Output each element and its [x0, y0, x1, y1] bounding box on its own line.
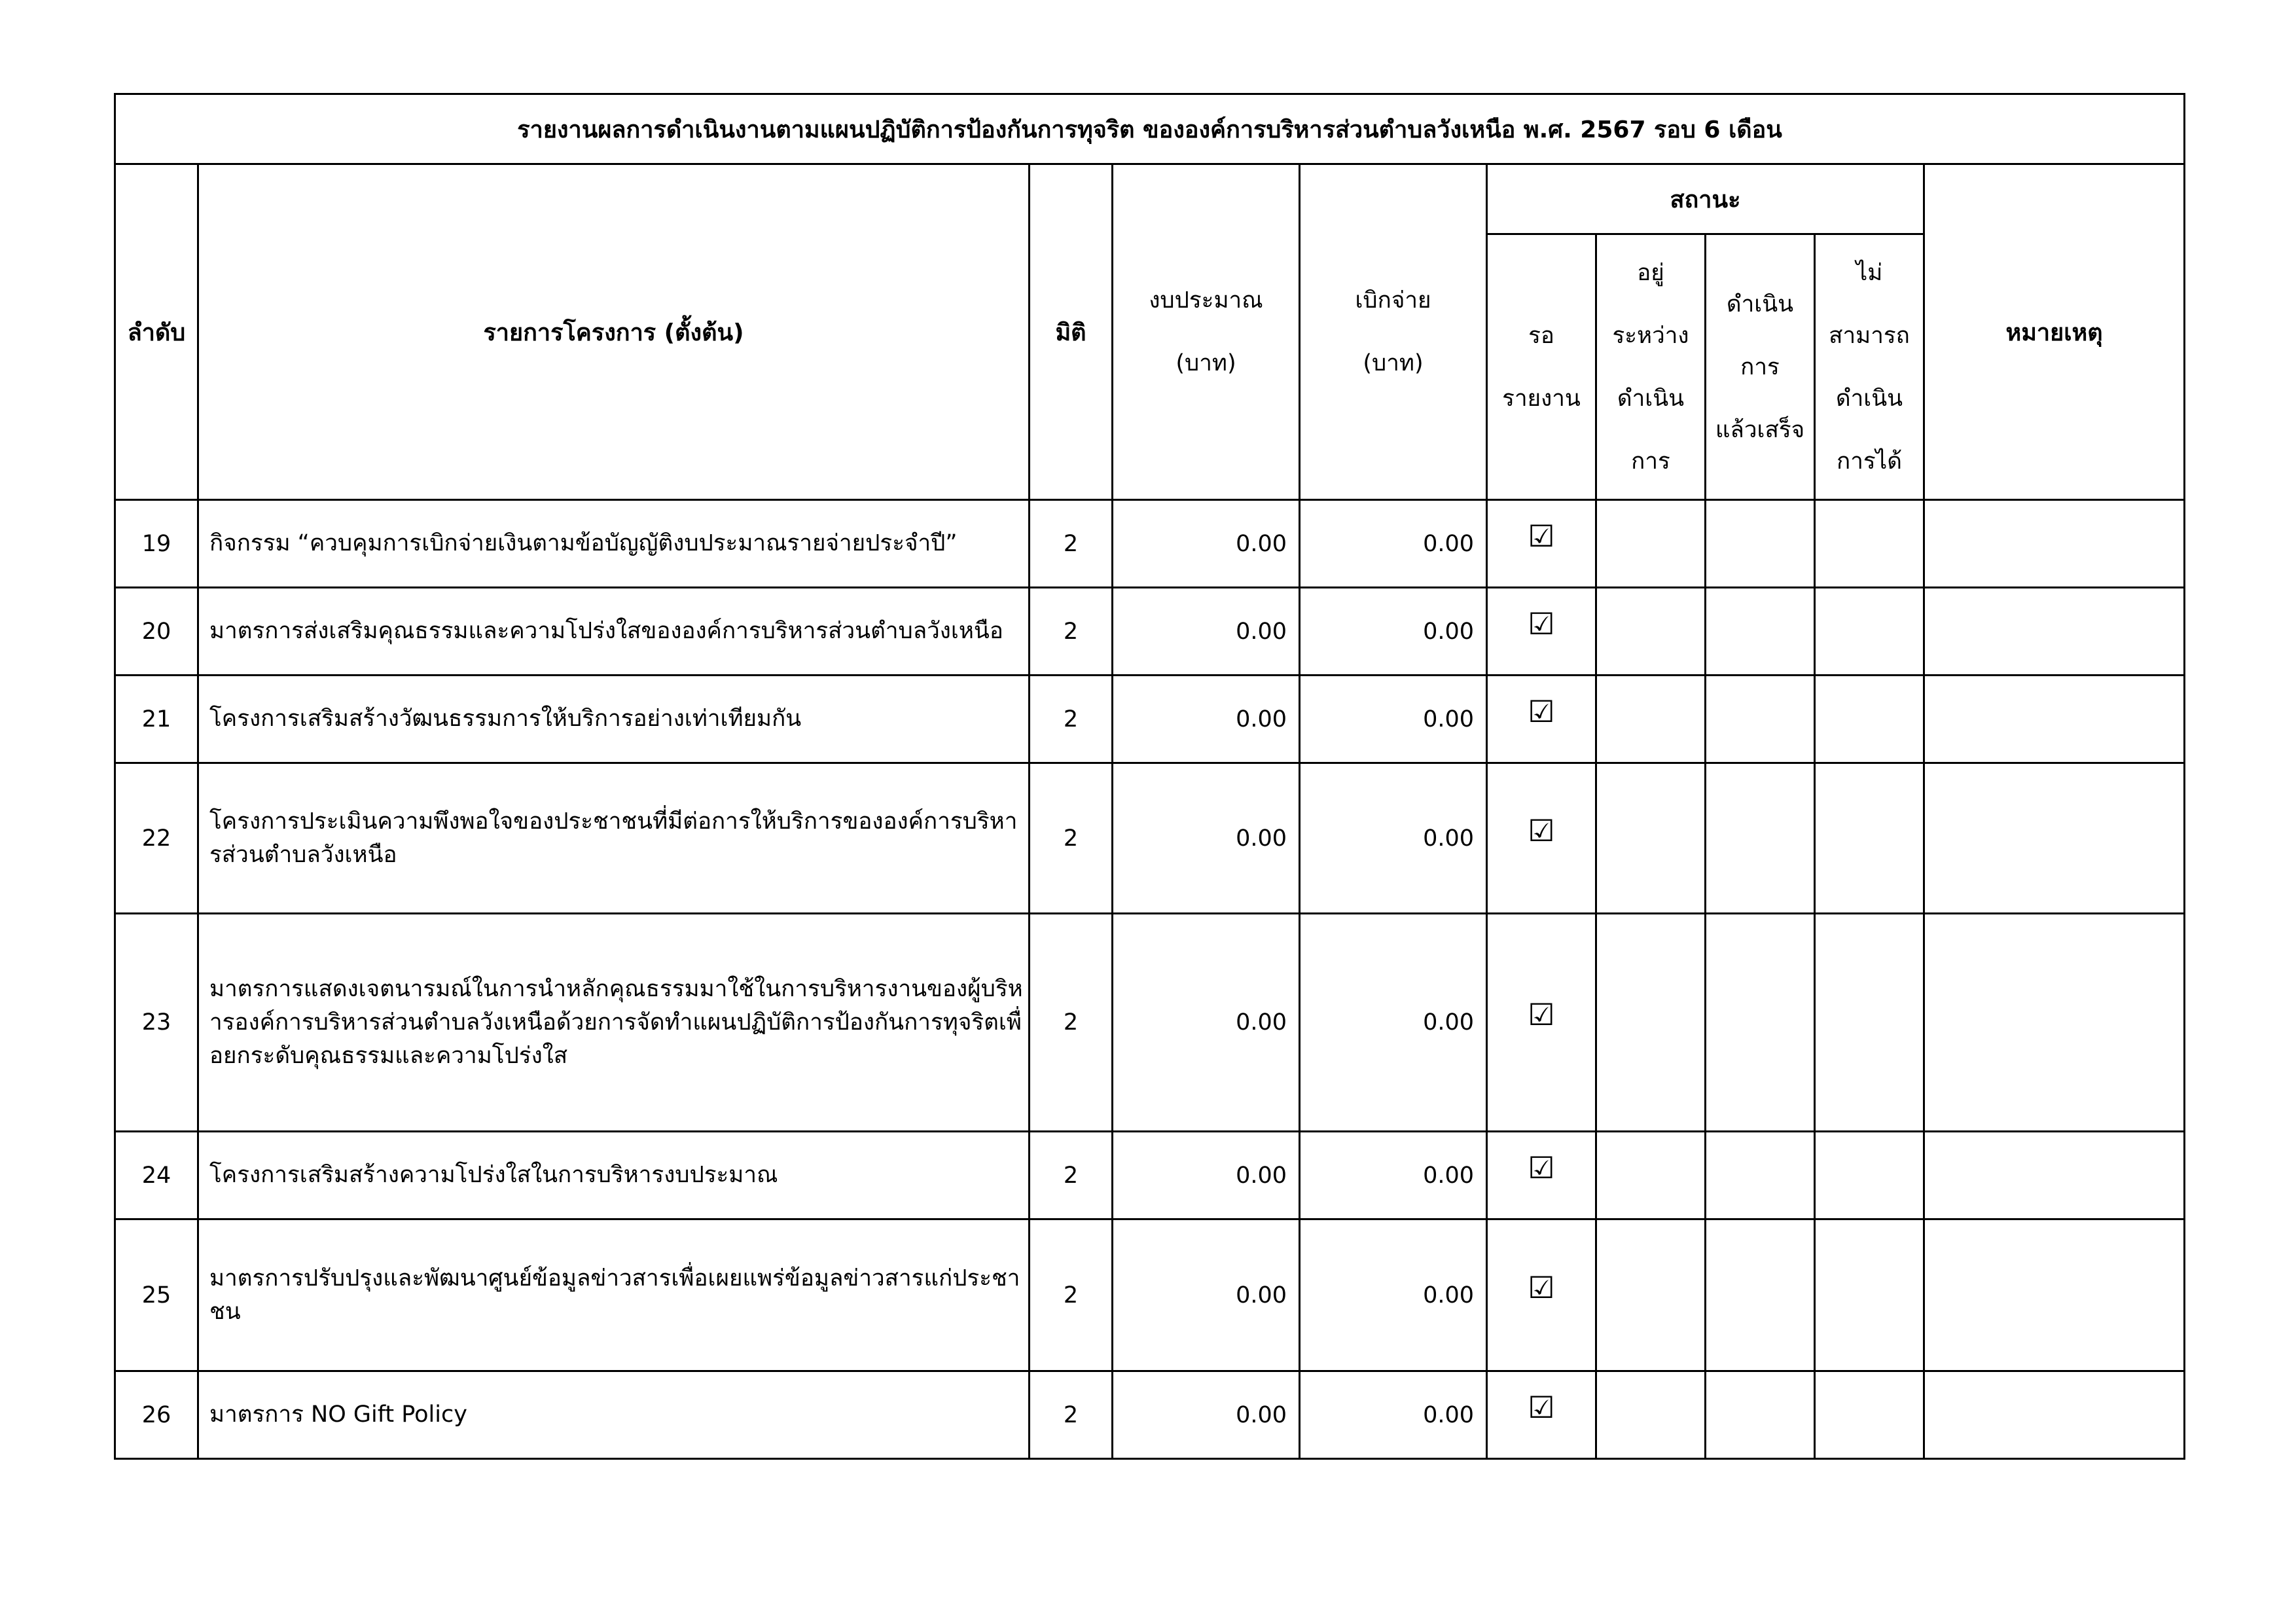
row-status-wait: [1487, 763, 1596, 914]
header-status-wait-1: รอ: [1528, 322, 1554, 349]
row-dimension: 2: [1030, 1219, 1113, 1371]
checkbox-checked-icon: ☑: [1528, 693, 1555, 729]
row-number: 22: [115, 763, 198, 914]
header-budget-line2: (บาท): [1175, 350, 1236, 376]
checkbox-checked-icon: ☑: [1528, 812, 1555, 848]
row-number: 23: [115, 914, 198, 1132]
row-dimension: 2: [1030, 676, 1113, 763]
row-status-progress: [1596, 676, 1706, 763]
row-budget: 0.00: [1113, 588, 1300, 676]
row-number: 25: [115, 1219, 198, 1371]
table-row: [115, 676, 2185, 763]
row-dimension: 2: [1030, 1371, 1113, 1459]
row-dimension: 2: [1030, 763, 1113, 914]
row-status-unable: [1815, 588, 1924, 676]
row-number: 26: [115, 1371, 198, 1459]
header-disbursed: [1300, 164, 1487, 500]
row-status-unable: [1815, 1371, 1924, 1459]
row-status-done: [1706, 1371, 1815, 1459]
row-status-progress: [1596, 1219, 1706, 1371]
header-status-unable-3: ดำเนิน: [1835, 385, 1903, 412]
header-status-unable-1: ไม่: [1856, 259, 1883, 286]
row-status-unable: [1815, 500, 1924, 588]
table-row: [115, 588, 2185, 676]
row-status-progress: [1596, 1132, 1706, 1219]
row-remark: [1924, 1371, 2185, 1459]
header-status: สถานะ: [1487, 164, 1924, 234]
row-status-done: [1706, 1219, 1815, 1371]
row-number: 21: [115, 676, 198, 763]
row-budget: 0.00: [1113, 1219, 1300, 1371]
row-status-done: [1706, 500, 1815, 588]
row-disbursed: 0.00: [1300, 763, 1487, 914]
header-status-unable-4: การได้: [1837, 448, 1902, 475]
header-status-done-3: แล้วเสร็จ: [1715, 416, 1805, 443]
row-budget: 0.00: [1113, 676, 1300, 763]
header-dimension: มิติ: [1030, 164, 1113, 500]
row-status-progress: [1596, 914, 1706, 1132]
report-table: [114, 93, 2185, 1460]
row-budget: 0.00: [1113, 763, 1300, 914]
header-status-done: [1706, 234, 1815, 500]
header-status-progress-4: การ: [1631, 448, 1670, 475]
table-row: [115, 1219, 2185, 1371]
table-row: [115, 914, 2185, 1132]
row-number: 20: [115, 588, 198, 676]
header-status-unable-2: สามารถ: [1829, 322, 1910, 349]
row-status-unable: [1815, 914, 1924, 1132]
row-status-wait: [1487, 914, 1596, 1132]
row-project-name: โครงการเสริมสร้างความโปร่งใสในการบริหารงบประมาณ: [198, 1132, 1030, 1219]
row-disbursed: 0.00: [1300, 588, 1487, 676]
header-status-progress: [1596, 234, 1706, 500]
row-project-name: มาตรการส่งเสริมคุณธรรมและความโปร่งใสขององค์การบริหารส่วนตำบลวังเหนือ: [198, 588, 1030, 676]
row-status-unable: [1815, 763, 1924, 914]
header-disbursed-line1: เบิกจ่าย: [1355, 287, 1431, 314]
row-status-wait: [1487, 676, 1596, 763]
row-status-progress: [1596, 763, 1706, 914]
row-remark: [1924, 763, 2185, 914]
checkbox-checked-icon: ☑: [1528, 1389, 1555, 1425]
row-remark: [1924, 1219, 2185, 1371]
row-project-name: โครงการประเมินความพึงพอใจของประชาชนที่มีต่อการให้บริการขององค์การบริหารส่วนตำบลวังเหนือ: [198, 763, 1030, 914]
row-dimension: 2: [1030, 1132, 1113, 1219]
checkbox-checked-icon: ☑: [1528, 605, 1555, 641]
header-status-progress-3: ดำเนิน: [1617, 385, 1685, 412]
table-row: [115, 763, 2185, 914]
row-disbursed: 0.00: [1300, 1371, 1487, 1459]
row-disbursed: 0.00: [1300, 1219, 1487, 1371]
header-status-done-2: การ: [1740, 353, 1780, 380]
row-disbursed: 0.00: [1300, 1132, 1487, 1219]
row-status-done: [1706, 1132, 1815, 1219]
row-status-done: [1706, 676, 1815, 763]
header-status-progress-2: ระหว่าง: [1612, 322, 1689, 349]
row-project-name: มาตรการแสดงเจตนารมณ์ในการนำหลักคุณธรรมมาใช้ในการบริหารงานของผู้บริหารองค์การบริหารส่วนตำบลวังเหนือด้วยการจัดทำแผนปฏิบัติการป้องกันการทุจริตเพื่อยกระดับคุณธรรมและความโปร่งใส: [198, 914, 1030, 1132]
row-project-name: มาตรการ NO Gift Policy: [198, 1371, 1030, 1459]
header-status-unable: [1815, 234, 1924, 500]
report-title: รายงานผลการดำเนินงานตามแผนปฏิบัติการป้องกันการทุจริต ขององค์การบริหารส่วนตำบลวังเหนือ พ.ศ. 2567 รอบ 6 เดือน: [115, 94, 2185, 164]
row-status-unable: [1815, 1132, 1924, 1219]
row-status-wait: [1487, 1132, 1596, 1219]
row-remark: [1924, 500, 2185, 588]
row-status-unable: [1815, 1219, 1924, 1371]
row-project-name: โครงการเสริมสร้างวัฒนธรรมการให้บริการอย่างเท่าเทียมกัน: [198, 676, 1030, 763]
header-order: ลำดับ: [115, 164, 198, 500]
row-status-wait: [1487, 1371, 1596, 1459]
row-status-done: [1706, 588, 1815, 676]
header-status-done-1: ดำเนิน: [1726, 291, 1794, 317]
row-status-wait: [1487, 500, 1596, 588]
row-dimension: 2: [1030, 914, 1113, 1132]
header-status-wait: [1487, 234, 1596, 500]
row-status-progress: [1596, 500, 1706, 588]
table-row: [115, 1132, 2185, 1219]
header-budget: [1113, 164, 1300, 500]
row-number: 24: [115, 1132, 198, 1219]
row-project-name: มาตรการปรับปรุงและพัฒนาศูนย์ข้อมูลข่าวสารเพื่อเผยแพร่ข้อมูลข่าวสารแก่ประชาชน: [198, 1219, 1030, 1371]
row-status-done: [1706, 763, 1815, 914]
row-status-progress: [1596, 588, 1706, 676]
checkbox-checked-icon: ☑: [1528, 1149, 1555, 1185]
checkbox-checked-icon: ☑: [1528, 997, 1555, 1032]
row-status-progress: [1596, 1371, 1706, 1459]
row-dimension: 2: [1030, 588, 1113, 676]
row-project-name: กิจกรรม “ควบคุมการเบิกจ่ายเงินตามข้อบัญญัติงบประมาณรายจ่ายประจำปี”: [198, 500, 1030, 588]
row-disbursed: 0.00: [1300, 914, 1487, 1132]
table-row: [115, 500, 2185, 588]
row-remark: [1924, 588, 2185, 676]
row-remark: [1924, 914, 2185, 1132]
checkbox-checked-icon: ☑: [1528, 1269, 1555, 1305]
row-status-unable: [1815, 676, 1924, 763]
checkbox-checked-icon: ☑: [1528, 518, 1555, 554]
row-disbursed: 0.00: [1300, 500, 1487, 588]
row-disbursed: 0.00: [1300, 676, 1487, 763]
header-project: รายการโครงการ (ตั้งต้น): [198, 164, 1030, 500]
header-remark: หมายเหตุ: [1924, 164, 2185, 500]
header-disbursed-line2: (บาท): [1363, 350, 1424, 376]
row-budget: 0.00: [1113, 1132, 1300, 1219]
row-budget: 0.00: [1113, 1371, 1300, 1459]
row-remark: [1924, 676, 2185, 763]
row-number: 19: [115, 500, 198, 588]
table-row: [115, 1371, 2185, 1459]
row-remark: [1924, 1132, 2185, 1219]
row-budget: 0.00: [1113, 500, 1300, 588]
row-status-done: [1706, 914, 1815, 1132]
header-budget-line1: งบประมาณ: [1149, 287, 1263, 314]
row-dimension: 2: [1030, 500, 1113, 588]
row-status-wait: [1487, 588, 1596, 676]
row-status-wait: [1487, 1219, 1596, 1371]
header-status-wait-2: รายงาน: [1502, 385, 1581, 412]
row-budget: 0.00: [1113, 914, 1300, 1132]
header-status-progress-1: อยู่: [1637, 259, 1664, 286]
